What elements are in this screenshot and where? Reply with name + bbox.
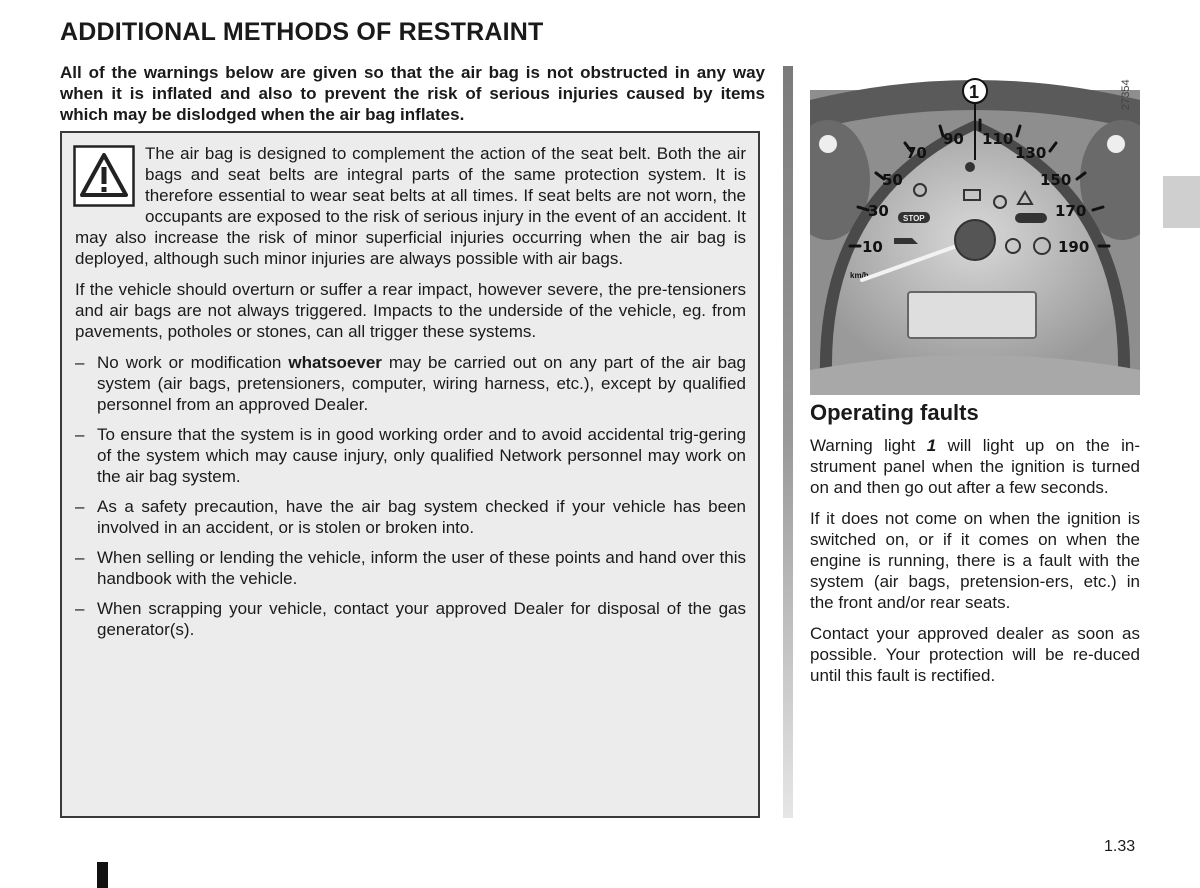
speed-label: 150 [1040, 171, 1072, 189]
service-warning-light-icon [1015, 213, 1047, 223]
corner-mark [97, 862, 108, 888]
speed-label: 70 [906, 144, 927, 162]
list-item: – As a safety precaution, have the air bag system checked if your vehicle has been involved in an accident, or is stolen or broken into. [75, 496, 746, 538]
speed-unit: km/h [850, 271, 869, 280]
callout-number: 1 [969, 82, 980, 102]
speed-label: 130 [1015, 144, 1047, 162]
section-heading: Operating faults [810, 400, 979, 425]
column-divider [783, 66, 793, 818]
list-item: – When scrapping your vehicle, contact your approved Dealer for disposal of the gas generator(s). [75, 598, 746, 640]
speed-label: 10 [862, 238, 883, 256]
speed-label: 30 [868, 202, 889, 220]
faults-paragraph-2: If it does not come on when the ignition is switched on, or if it comes on when the engine is running, there is a fault with the system (air bags, pretension-ers, etc.) in the front and/or rear seats. [810, 509, 1140, 612]
list-item: – To ensure that the system is in good working order and to avoid accidental trig-gering of the system which may cause injury, only qualified Network personnel may work on the air bag system. [75, 424, 746, 487]
airbag-warning-light-icon [965, 162, 975, 172]
warning-light-number: 1 [926, 436, 937, 455]
needle-hub [955, 220, 995, 260]
speed-label: 90 [943, 130, 964, 148]
figure-reference: 27354 [1120, 79, 1132, 110]
stop-label: STOP [903, 214, 925, 223]
operating-faults-text [810, 435, 1140, 696]
speed-label: 170 [1055, 202, 1087, 220]
chapter-tab [1163, 176, 1200, 228]
page-title: ADDITIONAL METHODS OF RESTRAINT [60, 18, 544, 46]
warning-paragraph-1: The air bag is designed to complement the action of the seat belt. Both the air bags and seat belts are integral parts of the same protection system. It is therefore essential to wear seat belts at all times. If seat belts are not worn, the occupants are exposed to the risk of serious injury in the event of an accident. It may also increase the risk of minor superficial injuries occurring when the air bag is deployed, although such minor injuries are always possible with air bags. [75, 144, 746, 268]
emphasis-text: whatsoever [288, 353, 382, 372]
list-item: – No work or modification whatsoever may be carried out on any part of the air bag system (air bags, pretensioners, computer, wiring harness, etc.), except by qualified personnel from an approved Dealer. [75, 352, 746, 415]
warning-paragraph-2: If the vehicle should overturn or suffer a rear impact, however severe, the pre-tensioners and air bags are not always triggered. Impacts to the underside of the vehicle, eg. from pavements, potholes or stones, can all trigger these systems. [75, 280, 746, 341]
page-number: 1.33 [1104, 838, 1136, 855]
faults-paragraph-3: Contact your approved dealer as soon as possible. Your protection will be re-duced until this fault is rectified. [810, 624, 1140, 685]
speed-label: 190 [1058, 238, 1090, 256]
warning-triangle-icon [73, 145, 135, 207]
faults-paragraph-1: Warning light 1 will light up on the in-strument panel when the ignition is turned on and then go out after a few seconds. [810, 436, 1140, 497]
arrow-right-icon [1107, 135, 1125, 153]
speed-label: 110 [982, 130, 1014, 148]
warning-list [75, 352, 746, 640]
warning-box [60, 131, 760, 818]
speed-label: 50 [882, 171, 903, 189]
intro-warning-text: All of the warnings below are given so that the air bag is not obstructed in any way when it is inflated and also to prevent the risk of serious injuries caused by items which may be dislodged when the air bag inflates. [60, 63, 765, 124]
instrument-panel-figure [810, 70, 1140, 395]
list-item: – When selling or lending the vehicle, inform the user of these points and hand over this handbook with the vehicle. [75, 547, 746, 589]
arrow-left-icon [819, 135, 837, 153]
odometer-display [908, 292, 1036, 338]
